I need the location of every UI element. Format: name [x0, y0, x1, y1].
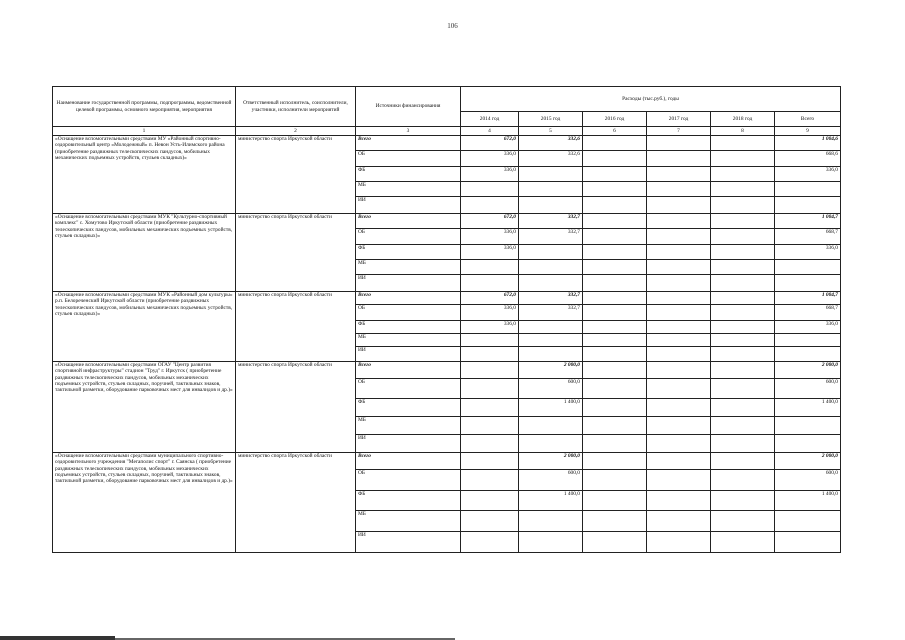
- year-value: 332,6: [519, 151, 583, 167]
- year-value: [583, 136, 647, 151]
- total-value: 600,0: [775, 470, 841, 491]
- year-value: [519, 334, 583, 347]
- year-value: 336,0: [461, 245, 519, 260]
- year-value: [647, 136, 711, 151]
- expenses-table: [52, 86, 841, 553]
- funding-source: МБ: [356, 260, 461, 275]
- funding-source: ОБ: [356, 305, 461, 321]
- column-number: 3: [356, 127, 461, 136]
- year-value: [461, 334, 519, 347]
- year-value: [583, 292, 647, 305]
- year-value: [647, 362, 711, 379]
- total-value: [775, 435, 841, 453]
- total-value: 668,7: [775, 305, 841, 321]
- year-value: [647, 399, 711, 417]
- header-year: 2017 год: [647, 112, 711, 127]
- year-value: [583, 399, 647, 417]
- year-value: 672,0: [461, 136, 519, 151]
- total-value: [775, 275, 841, 292]
- year-value: [711, 197, 775, 214]
- total-value: 336,0: [775, 167, 841, 182]
- total-value: 1 004,6: [775, 136, 841, 151]
- total-value: 668,6: [775, 151, 841, 167]
- funding-source: ИИ: [356, 197, 461, 214]
- header-year: 2016 год: [583, 112, 647, 127]
- total-value: 2 000,0: [775, 453, 841, 470]
- year-value: [711, 491, 775, 511]
- year-value: [461, 379, 519, 399]
- funding-source: ФБ: [356, 321, 461, 334]
- year-value: [711, 260, 775, 275]
- year-value: [583, 305, 647, 321]
- funding-source: ИИ: [356, 275, 461, 292]
- funding-source: Всего: [356, 362, 461, 379]
- year-value: [647, 292, 711, 305]
- header-name: Наименование государственной программы, подпрограммы, ведомственной целевой программы, основного мероприятия, мероприятия: [53, 87, 236, 127]
- year-value: 332,7: [519, 292, 583, 305]
- year-value: 1 400,0: [519, 399, 583, 417]
- year-value: [711, 347, 775, 362]
- year-value: 336,0: [461, 151, 519, 167]
- year-value: [647, 532, 711, 553]
- column-number: 4: [461, 127, 519, 136]
- year-value: [519, 532, 583, 553]
- year-value: [647, 305, 711, 321]
- column-number: 5: [519, 127, 583, 136]
- table-row: [53, 453, 841, 470]
- year-value: [461, 417, 519, 435]
- page-number: 106: [447, 22, 458, 30]
- table-row: [53, 362, 841, 379]
- total-value: [775, 417, 841, 435]
- funding-source: Всего: [356, 453, 461, 470]
- funding-source: Всего: [356, 136, 461, 151]
- year-value: [519, 182, 583, 197]
- funding-source: Всего: [356, 214, 461, 229]
- year-value: [461, 435, 519, 453]
- year-value: [519, 245, 583, 260]
- year-value: [711, 362, 775, 379]
- funding-source: МБ: [356, 334, 461, 347]
- header-executor: Ответственный исполнитель, соисполнители, участники, исполнители мероприятий: [236, 87, 356, 127]
- year-value: [647, 275, 711, 292]
- year-value: [519, 275, 583, 292]
- year-value: [583, 197, 647, 214]
- year-value: [711, 214, 775, 229]
- year-value: [519, 511, 583, 532]
- year-value: [647, 182, 711, 197]
- year-value: [711, 305, 775, 321]
- year-value: [647, 491, 711, 511]
- year-value: 332,6: [519, 136, 583, 151]
- total-value: 600,0: [775, 379, 841, 399]
- year-value: [583, 260, 647, 275]
- total-value: 668,7: [775, 229, 841, 245]
- funding-source: Всего: [356, 292, 461, 305]
- column-number: 9: [775, 127, 841, 136]
- year-value: [461, 491, 519, 511]
- table-row: [53, 136, 841, 151]
- year-value: [461, 275, 519, 292]
- year-value: [647, 417, 711, 435]
- column-number: 7: [647, 127, 711, 136]
- funding-source: МБ: [356, 511, 461, 532]
- executor: министерство спорта Иркутской области: [236, 136, 356, 214]
- year-value: [583, 214, 647, 229]
- year-value: [711, 167, 775, 182]
- year-value: [711, 532, 775, 553]
- year-value: [711, 399, 775, 417]
- year-value: [647, 470, 711, 491]
- year-value: [461, 532, 519, 553]
- year-value: [583, 321, 647, 334]
- funding-source: ОБ: [356, 470, 461, 491]
- year-value: [711, 321, 775, 334]
- year-value: [583, 245, 647, 260]
- column-number: 6: [583, 127, 647, 136]
- funding-source: МБ: [356, 417, 461, 435]
- funding-source: ОБ: [356, 229, 461, 245]
- year-value: [711, 229, 775, 245]
- year-value: [461, 399, 519, 417]
- year-value: 600,0: [519, 379, 583, 399]
- year-value: [711, 182, 775, 197]
- header-year: 2014 год: [461, 112, 519, 127]
- executor: министерство спорта Иркутской области: [236, 214, 356, 292]
- year-value: [711, 334, 775, 347]
- header-source: Источники финансирования: [356, 87, 461, 127]
- funding-source: МБ: [356, 182, 461, 197]
- year-value: [647, 511, 711, 532]
- year-value: [711, 151, 775, 167]
- year-value: [461, 347, 519, 362]
- year-value: [583, 511, 647, 532]
- measure-name: «Оснащение вспомогательными средствами МУК "Культурно-спортивный комплекс" с. Хомутово Иркутской области (приобретение раздвижных телескопических пандусов, мобильных механических подъемных устройств, стульев складных)»: [53, 214, 236, 292]
- year-value: [583, 532, 647, 553]
- year-value: 2 000,0: [519, 453, 583, 470]
- year-value: [647, 167, 711, 182]
- executor: министерство спорта Иркутской области: [236, 292, 356, 362]
- executor: министерство спорта Иркутской области: [236, 453, 356, 553]
- funding-source: ФБ: [356, 245, 461, 260]
- measure-name: «Оснащение вспомогательными средствами МУ «Районный спортивно-оздоровительный центр «Молодежный» п. Невон Усть-Илимского района (приобретение раздвижных телескопических пандусов, мобильных механических подъемных устройств, стульев складных)»: [53, 136, 236, 214]
- year-value: [583, 275, 647, 292]
- year-value: [647, 347, 711, 362]
- total-value: [775, 182, 841, 197]
- year-value: [711, 292, 775, 305]
- year-value: 672,0: [461, 292, 519, 305]
- total-value: [775, 197, 841, 214]
- year-value: [461, 182, 519, 197]
- total-value: 1 004,7: [775, 292, 841, 305]
- column-number: 8: [711, 127, 775, 136]
- year-value: [519, 260, 583, 275]
- funding-source: ИИ: [356, 532, 461, 553]
- funding-source: ОБ: [356, 151, 461, 167]
- header-year: 2015 год: [519, 112, 583, 127]
- year-value: [711, 245, 775, 260]
- header-total: Всего: [775, 112, 841, 127]
- total-value: [775, 334, 841, 347]
- year-value: [711, 136, 775, 151]
- year-value: [519, 167, 583, 182]
- year-value: [583, 470, 647, 491]
- year-value: 332,7: [519, 229, 583, 245]
- year-value: 336,0: [461, 229, 519, 245]
- total-value: 1 400,0: [775, 399, 841, 417]
- year-value: [711, 379, 775, 399]
- funding-source: ФБ: [356, 399, 461, 417]
- year-value: 2 000,0: [519, 362, 583, 379]
- year-value: [519, 435, 583, 453]
- table-row: [53, 214, 841, 229]
- funding-source: ОБ: [356, 379, 461, 399]
- header-year: 2018 год: [711, 112, 775, 127]
- total-value: [775, 511, 841, 532]
- total-value: 1 400,0: [775, 491, 841, 511]
- funding-source: ИИ: [356, 435, 461, 453]
- table-body: [53, 136, 841, 553]
- measure-name: «Оснащение вспомогательными средствами ОГАУ "Центр развития спортивной инфраструктуры" стадион "Труд" г. Иркутск ( приобретение раздвижных телескопических пандусов, мобильных механических подъемных устройств, стульев складных, поручней, тактильных знаков, тактильной разметки, оборудование парковочных мест для инвалидов и др.)»: [53, 362, 236, 453]
- year-value: 332,7: [519, 214, 583, 229]
- year-value: [461, 470, 519, 491]
- year-value: [583, 435, 647, 453]
- funding-source: ФБ: [356, 167, 461, 182]
- year-value: [711, 470, 775, 491]
- year-value: [519, 197, 583, 214]
- year-value: [647, 197, 711, 214]
- total-value: 336,0: [775, 245, 841, 260]
- year-value: [583, 362, 647, 379]
- total-value: 1 004,7: [775, 214, 841, 229]
- year-value: [583, 167, 647, 182]
- year-value: [519, 321, 583, 334]
- year-value: [583, 379, 647, 399]
- year-value: [647, 334, 711, 347]
- year-value: [647, 260, 711, 275]
- year-value: [583, 151, 647, 167]
- year-value: [711, 435, 775, 453]
- total-value: 336,0: [775, 321, 841, 334]
- year-value: [647, 214, 711, 229]
- scan-edge-mark: [0, 636, 115, 640]
- total-value: [775, 532, 841, 553]
- column-number: 1: [53, 127, 236, 136]
- year-value: 336,0: [461, 167, 519, 182]
- total-value: [775, 260, 841, 275]
- year-value: [519, 417, 583, 435]
- year-value: [461, 511, 519, 532]
- year-value: 1 400,0: [519, 491, 583, 511]
- year-value: [519, 347, 583, 362]
- year-value: [461, 453, 519, 470]
- year-value: [583, 334, 647, 347]
- year-value: 672,0: [461, 214, 519, 229]
- executor: министерство спорта Иркутской области: [236, 362, 356, 453]
- year-value: 336,0: [461, 321, 519, 334]
- year-value: 600,0: [519, 470, 583, 491]
- total-value: [775, 347, 841, 362]
- year-value: 332,7: [519, 305, 583, 321]
- year-value: [583, 453, 647, 470]
- header-expenses: Расходы (тыс.руб.), годы: [461, 87, 841, 112]
- total-value: 2 000,0: [775, 362, 841, 379]
- year-value: [583, 417, 647, 435]
- year-value: [583, 347, 647, 362]
- measure-name: «Оснащение вспомогательными средствами муниципального спортивно-оздоровительного учреждения "Мегаполис спорт" г. Саянска ( приобретение раздвижных телескопических пандусов, мобильных механических подъемных устройств, стульев складных, поручней, тактильных знаков, тактильной разметки, оборудование парковочных мест для инвалидов и др.)»: [53, 453, 236, 553]
- year-value: [647, 229, 711, 245]
- year-value: [647, 453, 711, 470]
- year-value: [583, 491, 647, 511]
- year-value: [647, 321, 711, 334]
- year-value: [647, 435, 711, 453]
- year-value: [711, 417, 775, 435]
- year-value: [461, 362, 519, 379]
- year-value: [647, 245, 711, 260]
- table-row: [53, 292, 841, 305]
- year-value: [583, 182, 647, 197]
- year-value: [711, 275, 775, 292]
- year-value: [647, 151, 711, 167]
- year-value: [711, 511, 775, 532]
- year-value: [711, 453, 775, 470]
- year-value: [461, 260, 519, 275]
- funding-source: ФБ: [356, 491, 461, 511]
- funding-source: ИИ: [356, 347, 461, 362]
- year-value: [461, 197, 519, 214]
- measure-name: «Оснащение вспомогательными средствами МУК «Районный дом культуры» р.п. Белореченский Иркутской области (приобретение раздвижных телескопических пандусов, мобильных механических подъемных устройств, стульев складных)»: [53, 292, 236, 362]
- year-value: [583, 229, 647, 245]
- year-value: 336,0: [461, 305, 519, 321]
- column-number: 2: [236, 127, 356, 136]
- year-value: [647, 379, 711, 399]
